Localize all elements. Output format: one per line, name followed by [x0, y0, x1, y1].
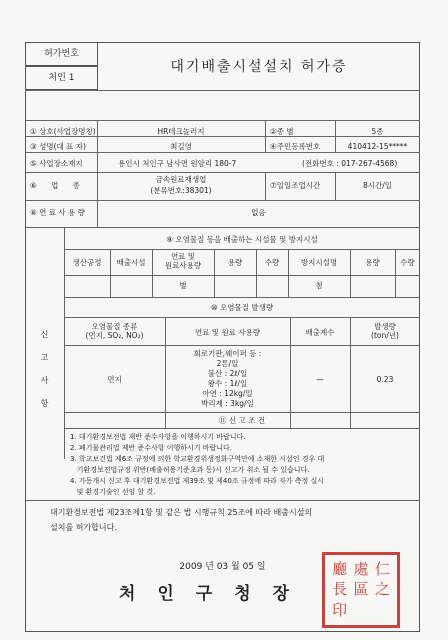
col-prevention-capacity: 용량 — [365, 258, 380, 267]
permit-statement-line-2: 설치를 허가합니다. — [50, 523, 117, 532]
fuel-line: 2톤/일 — [216, 359, 239, 368]
phone-value: (전화번호 : 017-267-4568) — [302, 159, 398, 168]
official-seal: 廳 處 仁 長 區 之 印 — [322, 552, 400, 628]
permit-no-label: 허가번호 — [44, 49, 79, 59]
section-9-title: ⑨ 오염물질 등을 배출하는 시설물 및 방지시설 — [166, 235, 318, 244]
side-char: 고 — [40, 353, 49, 362]
side-char: 사 — [40, 376, 49, 385]
col-production-process: 생산공정 — [72, 258, 102, 267]
category-value: 5종 — [371, 127, 384, 136]
condition-note: 및 환경기술인 선임 할 것. — [70, 488, 156, 496]
condition-note: 4. 가동개시 신고 후 대기환경보전법 제39조 및 제40조 규정에 따라 자가 측정 실시 — [70, 477, 325, 485]
industry-code: (분류번호:38301) — [150, 186, 212, 195]
address-value: 용인시 처인구 남사면 원암리 180-7 — [118, 159, 237, 168]
document-title: 대기배출시설설치 허가증 — [170, 59, 348, 75]
side-char: 항 — [40, 399, 49, 408]
col-generation-amount: 발생량 (ton/년) — [371, 322, 399, 341]
category-label: ②종 별 — [270, 127, 294, 136]
industry-label: ⑥ 업 종 — [30, 181, 86, 190]
fuel-line: 박리제 : 3kg/일 — [201, 399, 254, 408]
generation-amount-value: 0.23 — [376, 375, 394, 384]
resident-no-value: 410412-15***** — [347, 142, 408, 151]
industry-value: 금속원료재생업 — [155, 175, 207, 184]
condition-note: 1. 대기환경보전법 제반 준수사항을 이행하시기 바랍니다. — [70, 433, 246, 441]
col-fuel-usage: 연료 및 원료사용량 — [164, 252, 202, 271]
fuel-line: 회로기판,웨이퍼 등 : — [193, 349, 262, 358]
side-char: 신 — [40, 330, 49, 339]
emission-factor-value: — — [316, 375, 324, 384]
permit-no-value: 처인 1 — [48, 73, 75, 83]
col-emission-factor: 배출계수 — [305, 328, 335, 337]
operating-hours-value: 8시간/일 — [362, 181, 393, 190]
company-name-value: HR테크놀러지 — [157, 127, 205, 136]
issuer-name: 처인구청장 — [118, 584, 312, 604]
col-fuel-material-usage: 연료 및 원료 사용량 — [194, 328, 261, 337]
section-10-title: ⑩ 오염물질 발생량 — [210, 303, 274, 312]
fuel-usage-value: 없음 — [251, 208, 266, 217]
permit-statement-line-1: 대기환경보전법 제23조제1항 및 같은 법 시행규칙 25조에 따라 배출시설의 — [50, 508, 313, 517]
section-11-title: ⑪ 신 고 조 건 — [218, 416, 266, 425]
side-label — [25, 323, 64, 415]
representative-value: 최길영 — [170, 142, 192, 151]
pollutant-value: 먼지 — [107, 375, 122, 384]
attachment-mark-1: 별 — [179, 281, 187, 290]
address-label: ⑤ 사업장소재지 — [30, 159, 83, 168]
company-name-label: ① 상호(사업장명칭) — [30, 127, 96, 136]
attachment-mark-2: 첨 — [315, 281, 323, 290]
col-emission-facility: 배출시설 — [116, 258, 146, 267]
condition-note: 기환경보전법규정 위반(배출허용기준초과 등)시 신고가 취소 될 수 있습니다. — [70, 466, 310, 474]
issue-date: 2009 년 03 월 05 일 — [179, 562, 266, 572]
fuel-line: 왕수 : 1ℓ/일 — [207, 379, 248, 388]
col-capacity: 용량 — [227, 258, 243, 267]
operating-hours-label: ⑦일일조업시간 — [270, 181, 321, 190]
condition-note: 2. 폐기물관리법 제반 준수사항 이행하시기 바랍니다. — [70, 444, 233, 452]
condition-note: 3. 학교보건법 제6조 규정에 의한 학교환경위생정화구역안에 소재한 시설인 경우 대 — [70, 455, 325, 463]
col-pollutant-type: 오염물질 종류 (먼지, SO₂, NO₂) — [85, 322, 144, 341]
col-quantity: 수량 — [264, 258, 280, 267]
col-prevention-quantity: 수량 — [400, 258, 415, 267]
fuel-usage-label: ⑧ 연 료 사 용 량 — [30, 208, 85, 217]
fuel-line: 불산 : 2ℓ/일 — [207, 369, 248, 378]
col-prevention-facility: 방지시설명 — [300, 258, 338, 267]
fuel-line: 아연 : 12kg/일 — [202, 389, 253, 398]
representative-label: ③ 성명(대 표 자) — [30, 142, 86, 151]
resident-no-label: ④주민등록번호 — [270, 142, 321, 151]
